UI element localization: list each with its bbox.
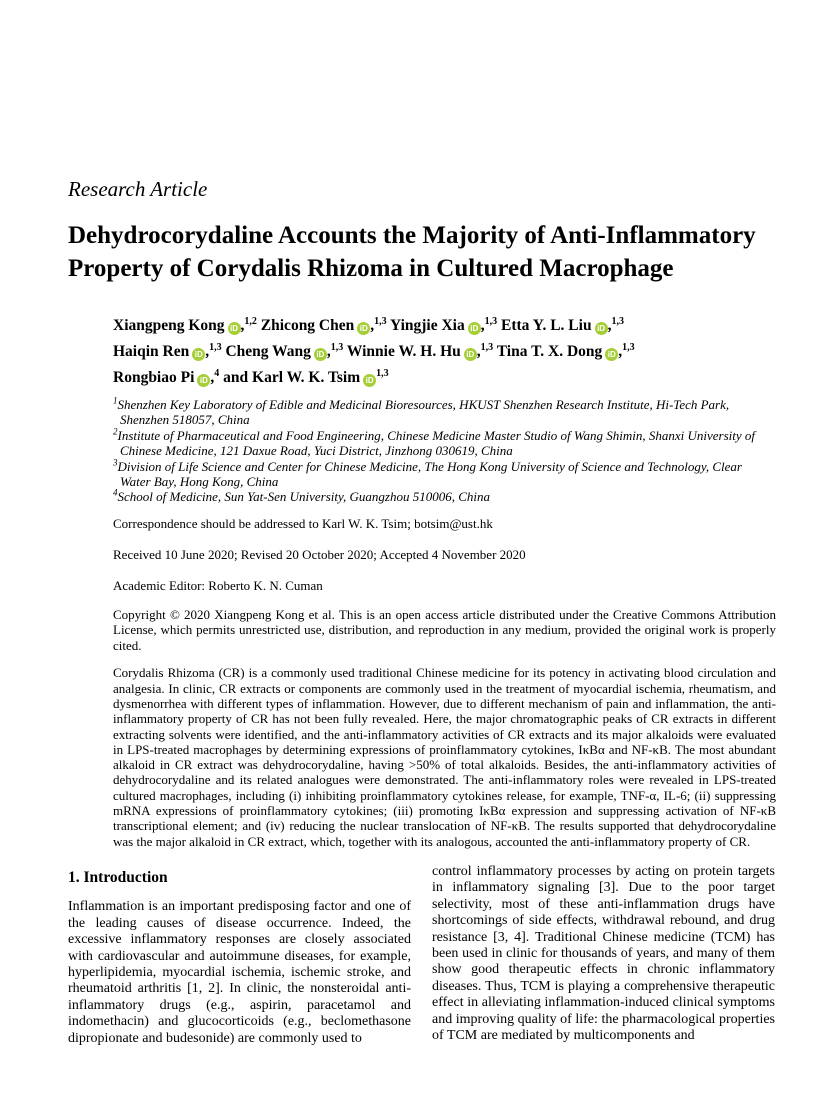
orcid-icon[interactable]: iD [468, 322, 481, 335]
author-name: Tina T. X. Dong [496, 343, 603, 360]
author-name: and Karl W. K. Tsim [223, 369, 361, 386]
article-title: Dehydrocorydaline Accounts the Majority of Anti-Inflammatory Property of Corydalis Rhizoma in Cultured Macrophage [68, 222, 756, 282]
author-name: Yingjie Xia [389, 317, 465, 334]
article-history: Received 10 June 2020; Revised 20 October 2020; Accepted 4 November 2020 [113, 546, 526, 562]
author-affiliation-sup: 1,3 [622, 342, 635, 353]
affiliation-item: $^1$Shenzhen Key Laboratory of Edible and Medicinal Bioresources, HKUST Shenzhen Research Institute, Hi-Tech Park, Shenzhen 518057, China [113, 395, 730, 428]
correspondence-text: Correspondence should be addressed to Karl W. K. Tsim; [113, 515, 415, 531]
author-name: Xiangpeng Kong [113, 317, 225, 334]
orcid-icon[interactable]: iD [197, 374, 210, 387]
author-affiliation-sup: 1,3 [209, 342, 222, 353]
academic-editor: Academic Editor: Roberto K. N. Cuman [113, 577, 323, 593]
affiliation-list [113, 397, 773, 505]
author-name: Etta Y. L. Liu [500, 317, 592, 334]
article-content [68, 176, 776, 1047]
author-name: Rongbiao Pi [113, 369, 195, 386]
author-affiliation-sup: 1,3 [484, 316, 498, 327]
author-line: Rongbiao Pi iD ,$^4$ and Karl W. K. Tsim iD$^{1,3}$ [113, 368, 389, 386]
orcid-icon[interactable]: iD [464, 348, 477, 361]
orcid-icon[interactable]: iD [357, 322, 370, 335]
orcid-icon[interactable]: iD [192, 348, 205, 361]
correspondence-line [113, 516, 776, 532]
introduction-heading: 1. Introduction [68, 868, 168, 886]
orcid-icon[interactable]: iD [228, 322, 241, 335]
affiliation-item: $^2$Institute of Pharmaceutical and Food Engineering, Chinese Medicine Master Studio of Wang Shimin, Shanxi University of Chinese Medicine, 121 Daxue Road, Yuci District, Jinzhong 030619, China [113, 426, 756, 459]
author-name: Cheng Wang [225, 343, 311, 360]
author-affiliation-sup: 1,3 [480, 342, 494, 353]
introduction-section [68, 864, 776, 1047]
left-column [68, 864, 411, 1047]
author-affiliation-sup: 4 [214, 368, 220, 379]
author-line: Xiangpeng Kong iD ,$^{1,2}$ Zhicong Chen iD ,$^{1,3}$ Yingjie Xia iD ,$^{1,3}$ Etta Y. L. Liu iD ,$^{1,3}$ [113, 316, 624, 334]
article-type-label: Research Article [68, 177, 208, 201]
introduction-paragraph-left: Inflammation is an important predisposing factor and one of the leading causes of disease occurrence. Indeed, the excessive inflammatory responses are closely associated with cardiovascular and autoimmune diseases, for example, hyperlipidemia, myocardial ischemia, ischemic stroke, and rheumatoid arthritis [1, 2]. In clinic, the nonsteroidal anti-inflammatory drugs (e.g., aspirin, paracetamol and indomethacin) and glucocorticoids (e.g., beclomethasone dipropionate and budesonide) are commonly used to [68, 899, 411, 1046]
orcid-icon[interactable]: iD [595, 322, 608, 335]
right-column [432, 864, 775, 1047]
author-name: Winnie W. H. Hu [346, 343, 461, 360]
introduction-paragraph-right: control inflammatory processes by acting on protein targets in inflammatory signaling [3]. Due to the poor target selectivity, most of these anti-inflammation drugs have shortcomings of side effects, withdrawal rebound, and drug resistance [3, 4]. Traditional Chinese medicine (TCM) has been used in clinic for thousands of years, and many of them show good therapeutic effects in chronic inflammatory diseases. Thus, TCM is playing a comprehensive therapeutic effect in alleviating inflammation-induced clinical symptoms and improving quality of life: the pharmacological properties of TCM are mediated by multicomponents and [432, 863, 775, 1043]
author-affiliation-sup: 1,3 [611, 316, 624, 327]
author-affiliation-sup: 1,3 [376, 368, 389, 379]
copyright-notice: Copyright © 2020 Xiangpeng Kong et al. This is an open access article distributed under the Creative Commons Attribution License, which permits unrestricted use, distribution, and reproduction in any medium, provided the original work is properly cited. [113, 606, 776, 653]
affiliation-item: $^4$School of Medicine, Sun Yat-Sen University, Guangzhou 510006, China [113, 488, 491, 505]
author-affiliation-sup: 1,3 [330, 342, 344, 353]
author-name: Haiqin Ren [113, 343, 190, 360]
author-affiliation-sup: 1,2 [244, 316, 257, 327]
orcid-icon[interactable]: iD [314, 348, 327, 361]
author-line: Haiqin Ren iD ,$^{1,3}$ Cheng Wang iD ,$^{1,3}$ Winnie W. H. Hu iD ,$^{1,3}$ Tina T. X. Dong iD ,$^{1,3}$ [113, 342, 635, 360]
author-name: Zhicong Chen [260, 317, 355, 334]
author-block [113, 314, 763, 392]
abstract-text: Corydalis Rhizoma (CR) is a commonly used traditional Chinese medicine for its potency in activating blood circulation and analgesia. In clinic, CR extracts or components are commonly used in the treatment of myocardial ischemia, rheumatism, and dysmenorrhea with different types of inflammation. However, due to different mechanism of pain and inflammation, the anti-inflammatory property of CR has not been fully revealed. Here, the major chromatographic peaks of CR extracts in different extracting solvents were identified, and the anti-inflammatory activities of CR extracts and its major alkaloids were evaluated in LPS-treated macrophages by determining expressions of proinflammatory cytokines, IκBα and NF-κB. The most abundant alkaloid in CR extract was dehydrocorydaline, having >50% of total alkaloids. Besides, the anti-inflammatory activities of dehydrocorydaline and its related analogues were demonstrated. The anti-inflammatory roles were revealed in LPS-treated cultured macrophages, including (i) inhibiting proinflammatory cytokines release, for example, TNF-α, IL-6; (ii) suppressing mRNA expressions of proinflammatory cytokines; (iii) promoting IκBα expression and suppressing activation of NF-κB transcriptional element; and (iv) reducing the nuclear translocation of NF-κB. The results supported that dehydrocorydaline was the major alkaloid in CR extract, which, together with its analogous, accounted the anti-inflammatory property of CR. [113, 665, 776, 849]
affiliation-item: $^3$Division of Life Science and Center for Chinese Medicine, The Hong Kong University of Science and Technology, Clear Water Bay, Hong Kong, China [113, 457, 742, 490]
orcid-icon[interactable]: iD [363, 374, 376, 387]
correspondence-email[interactable]: botsim@ust.hk [414, 515, 493, 531]
orcid-icon[interactable]: iD [605, 348, 618, 361]
author-affiliation-sup: 1,3 [374, 316, 387, 327]
